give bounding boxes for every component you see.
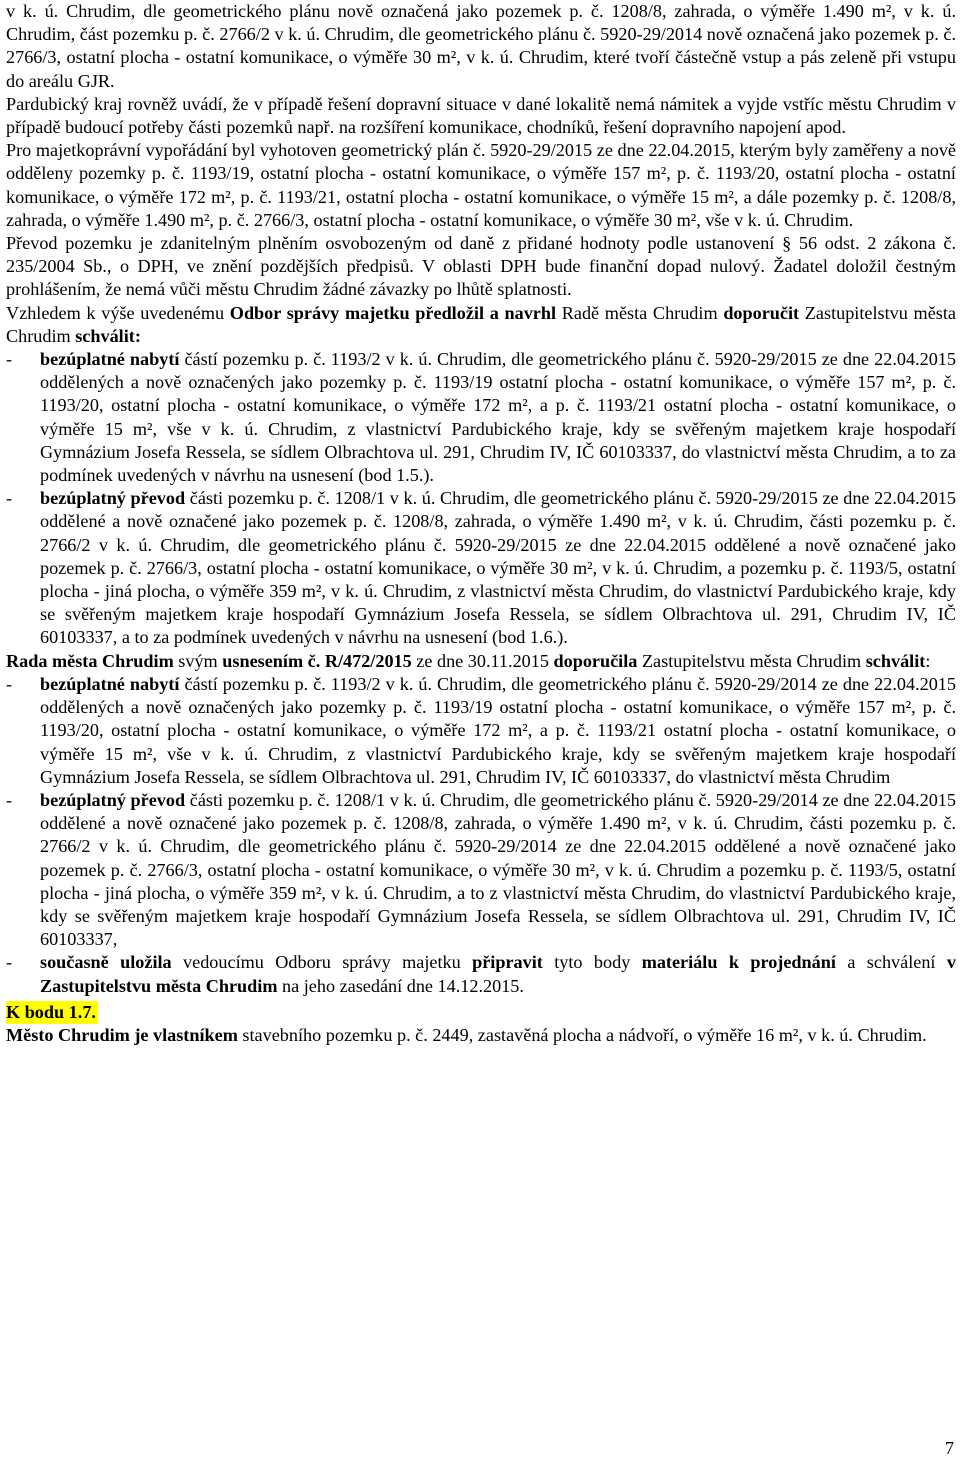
paragraph-proposal: Vzhledem k výše uvedenému Odbor správy majetku předložil a navrhl Radě města Chrudim doporučit Zastupitelstvu města Chrudim schválit: xyxy=(6,302,956,346)
paragraph-council-resolution: Rada města Chrudim svým usnesením č. R/472/2015 ze dne 30.11.2015 doporučila Zastupitelstvu města Chrudim schválit: xyxy=(6,650,931,671)
list-dash: - xyxy=(6,488,13,509)
paragraph-city-ownership: Město Chrudim je vlastníkem stavebního pozemku p. č. 2449, zastavěná plocha a nádvoří, o výměře 16 m², v k. ú. Chrudim. xyxy=(6,1024,927,1045)
paragraph-geometric-plan: Pro majetkoprávní vypořádání byl vyhotoven geometrický plán č. 5920-29/2015 ze dne 22.04.2015, kterým byly zaměřeny a nově odděleny pozemky p. č. 1193/19, ostatní plocha - ostatní komunikace, o výměře 157 m², p. č. 1193/20, ostatní plocha - ostatní komunikace, o výměře 172 m², p. č. 1193/21, ostatní plocha - ostatní komunikace, o výměře 15 m², a dále pozemky p. č. 1208/8, zahrada, o výměře 1.490 m², p. č. 2766/3, ostatní plocha - ostatní komunikace, o výměře 30 m², vše v k. ú. Chrudim. xyxy=(6,140,956,230)
list-item: - bezúplatné nabytí částí pozemku p. č. 1193/2 v k. ú. Chrudim, dle geometrického plánu č. 5920-29/2014 ze dne 22.04.2015 oddělených a nově označených jako pozemky p. č. 1193/19 ostatní plocha - ostatní komunikace, o výměře 157 m², p. č. 1193/20, ostatní plocha - ostatní komunikace, o výměře 172 m², a p. č. 1193/21 ostatní plocha - ostatní komunikace, o výměře 15 m², vše v k. ú. Chrudim, z vlastnictví Pardubického kraje, kdy se svěřeným majetkem kraje hospodaří Gymnázium Josefa Ressela, se sídlem Olbrachtova ul. 291, Chrudim IV, IČ 60103337, do vlastnictví města Chrudim xyxy=(6,673,956,789)
section-heading: K bodu 1.7. xyxy=(6,1001,98,1024)
document-page xyxy=(6,0,956,1047)
list-dash: - xyxy=(6,789,13,810)
paragraph-parcels-intro: v k. ú. Chrudim, dle geometrického plánu nově označená jako pozemek p. č. 1208/8, zahrada, o výměře 1.490 m², v k. ú. Chrudim, část pozemku p. č. 2766/2 v k. ú. Chrudim, dle geometrického plánu č. 5920-29/2014 nově označená jako pozemek p. č. 2766/3, ostatní plocha - ostatní komunikace, o výměře 30 m², v k. ú. Chrudim, které tvoří částečně vstup a pás zeleně při vstupu do areálu GJR. xyxy=(6,1,956,91)
list-dash: - xyxy=(6,673,13,694)
list-item: - bezúplatný převod části pozemku p. č. 1208/1 v k. ú. Chrudim, dle geometrického plánu č. 5920-29/2014 ze dne 22.04.2015 oddělené a nově označené jako pozemek p. č. 1208/8, zahrada, o výměře 1.490 m², v k. ú. Chrudim, části pozemku p. č. 2766/2 v k. ú. Chrudim, dle geometrického plánu č. 5920-29/2014 ze dne 22.04.2015 oddělené a nově označené jako pozemek p. č. 2766/3, ostatní plocha - ostatní komunikace, o výměře 30 m², v k. ú. Chrudim a pozemku p. č. 1193/5, ostatní plocha - jiná plocha, o výměře 359 m², v k. ú. Chrudim, a to z vlastnictví města Chrudim, do vlastnictví Pardubického kraje, kdy se svěřeným majetkem kraje hospodaří Gymnázium Josefa Ressela, se sídlem Olbrachtova ul. 291, Chrudim IV, IČ 60103337, xyxy=(6,789,956,951)
list-dash: - xyxy=(6,952,13,973)
list-item: - bezúplatný převod části pozemku p. č. 1208/1 v k. ú. Chrudim, dle geometrického plánu č. 5920-29/2015 ze dne 22.04.2015 oddělené a nově označené jako pozemek p. č. 1208/8, zahrada, o výměře 1.490 m², v k. ú. Chrudim, části pozemku p. č. 2766/2 v k. ú. Chrudim, dle geometrického plánu č. 5920-29/2015 ze dne 22.04.2015 oddělené a nově označené jako pozemek p. č. 2766/3, ostatní plocha - ostatní komunikace, o výměře 30 m², v k. ú. Chrudim, a pozemku p. č. 1193/5, ostatní plocha - jiná plocha, o výměře 359 m², v k. ú. Chrudim, z vlastnictví města Chrudim, do vlastnictví Pardubického kraje, kdy se svěřeným majetkem kraje hospodaří Gymnázium Josefa Ressela, se sídlem Olbrachtova ul. 291, Chrudim IV, IČ 60103337, a to za podmínek uvedených v návrhu na usnesení (bod 1.6.). xyxy=(6,487,956,649)
page-number: 7 xyxy=(945,1438,954,1458)
list-dash: - xyxy=(6,349,13,370)
list-item: - současně uložila vedoucímu Odboru správy majetku připravit tyto body materiálu k projednání a schválení v Zastupitelstvu města Chrudim na jeho zasedání dne 14.12.2015. xyxy=(6,951,956,997)
paragraph-traffic-note: Pardubický kraj rovněž uvádí, že v případě řešení dopravní situace v dané lokalitě nemá námitek a vyjde vstříc městu Chrudim v případě budoucí potřeby části pozemků např. na rozšíření komunikace, chodníků, řešení dopravního napojení apod. xyxy=(6,93,956,138)
list-item: - bezúplatné nabytí částí pozemku p. č. 1193/2 v k. ú. Chrudim, dle geometrického plánu č. 5920-29/2015 ze dne 22.04.2015 oddělených a nově označených jako pozemky p. č. 1193/19 ostatní plocha - ostatní komunikace, o výměře 157 m², p. č. 1193/20, ostatní plocha - ostatní komunikace, o výměře 172 m², a p. č. 1193/21 ostatní plocha - ostatní komunikace, o výměře 15 m², vše v k. ú. Chrudim, z vlastnictví Pardubického kraje, kdy se svěřeným majetkem kraje hospodaří Gymnázium Josefa Ressela, se sídlem Olbrachtova ul. 291, Chrudim IV, IČ 60103337, do vlastnictví města Chrudim, a to za podmínek uvedených v návrhu na usnesení (bod 1.5.). xyxy=(6,348,956,487)
paragraph-vat: Převod pozemku je zdanitelným plněním osvobozeným od daně z přidané hodnoty podle ustanovení § 56 odst. 2 zákona č. 235/2004 Sb., o DPH, ve znění pozdějších předpisů. V oblasti DPH bude finanční dopad nulový. Žadatel doložil čestným prohlášením, že nemá vůči městu Chrudim žádné závazky po lhůtě splatnosti. xyxy=(6,233,956,300)
